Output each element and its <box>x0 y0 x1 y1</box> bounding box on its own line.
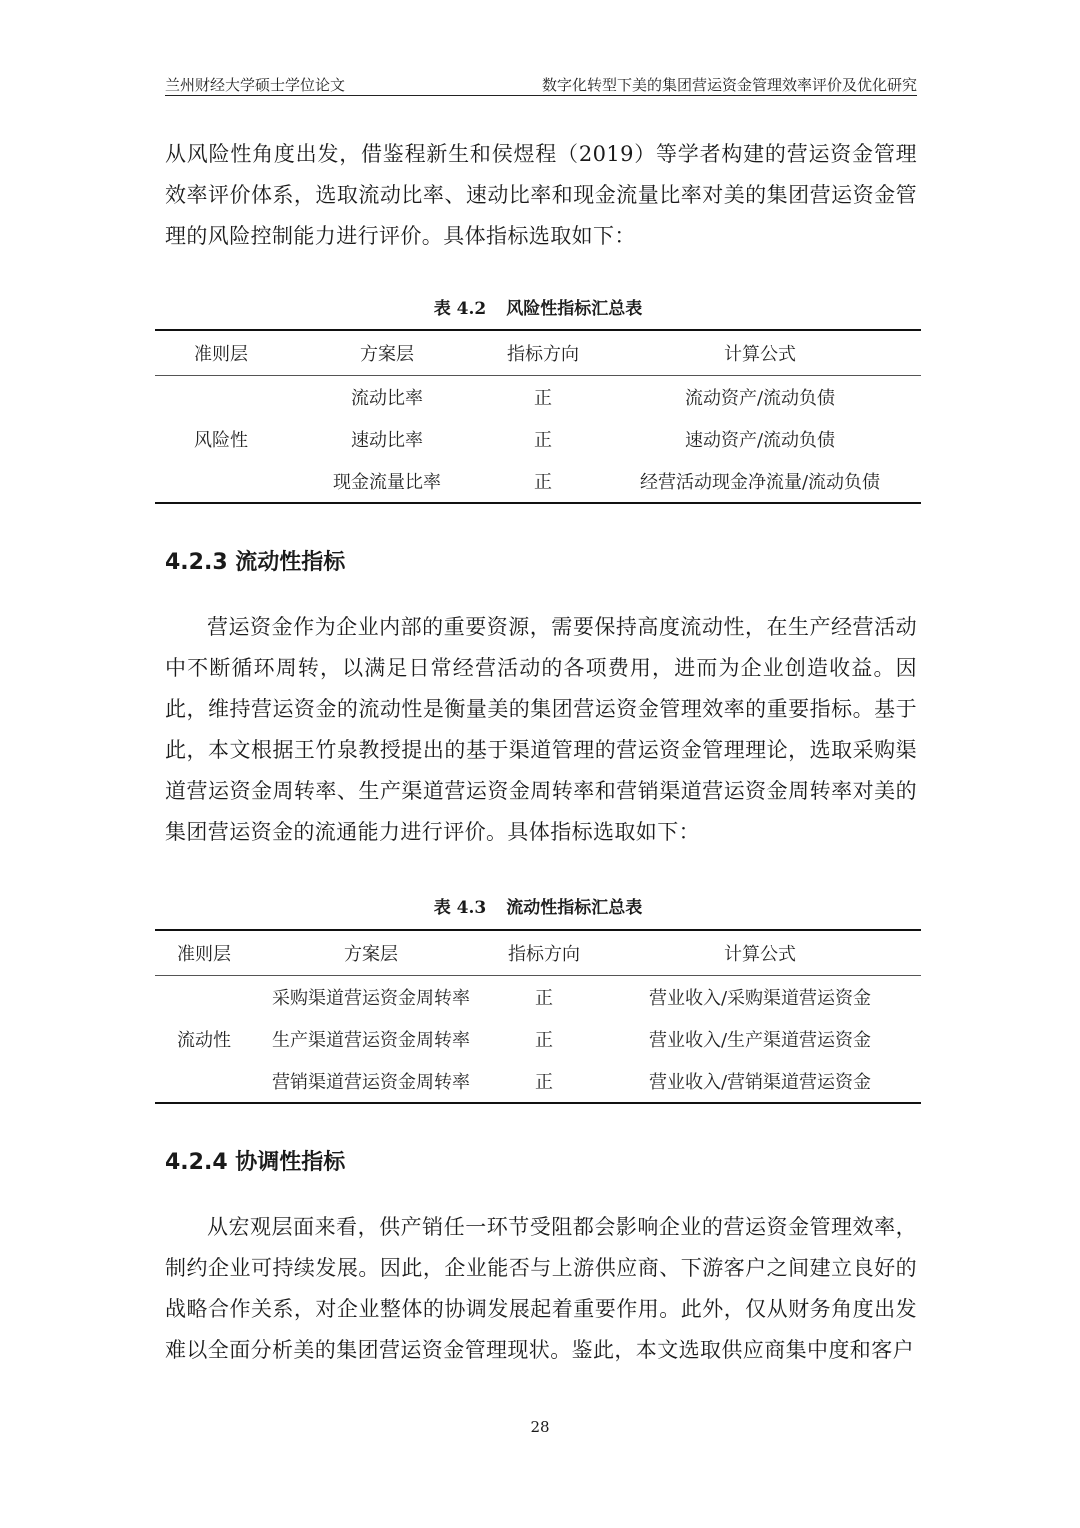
criterion-cell: 风险性 <box>155 376 287 504</box>
formula-cell: 速动资产/流动负债 <box>684 430 836 451</box>
direction-cell: 正 <box>534 430 552 451</box>
section-heading-4-2-4: 4.2.4 协调性指标 <box>165 1150 346 1175</box>
table-4-3-caption <box>155 897 921 919</box>
column-header-scheme: 方案层 <box>253 930 489 976</box>
column-header-direction: 指标方向 <box>487 330 599 376</box>
column-header-criterion: 准则层 <box>155 330 287 376</box>
scheme-cell: 速动比率 <box>351 430 423 451</box>
column-header-formula: 计算公式 <box>599 930 921 976</box>
header-university: 兰州财经大学硕士学位论文 <box>165 76 346 94</box>
table-row <box>155 1018 921 1060</box>
direction-cell: 正 <box>534 388 552 409</box>
intro-paragraph: 从风险性角度出发，借鉴程新生和侯煜程（2019）等学者构建的营运资金管理效率评价体系，选取流动比率、速动比率和现金流量比率对美的集团营运资金管理的风险控制能力进行评价。具体指标选取如下： <box>165 142 917 248</box>
section-heading-4-2-3: 4.2.3 流动性指标 <box>165 550 346 575</box>
formula-cell: 经营活动现金净流量/流动负债 <box>599 460 921 503</box>
table-row <box>155 976 921 1019</box>
formula-cell: 流动资产/流动负债 <box>684 388 836 409</box>
table-4-2-number: 表 4.2 <box>433 299 487 319</box>
risk-indicator-table <box>155 329 921 504</box>
formula-cell: 营业收入/采购渠道营运资金 <box>648 988 872 1009</box>
table-4-3-title: 流动性指标汇总表 <box>506 898 643 918</box>
criterion-cell: 流动性 <box>155 976 253 1104</box>
column-header-scheme: 方案层 <box>287 330 487 376</box>
table-4-2-caption <box>155 298 921 320</box>
formula-cell: 营业收入/生产渠道营运资金 <box>648 1030 872 1051</box>
scheme-cell: 采购渠道营运资金周转率 <box>272 988 470 1009</box>
table-row <box>155 1060 921 1103</box>
table-header-row <box>155 930 921 976</box>
page-header <box>165 76 917 96</box>
scheme-cell: 流动比率 <box>351 388 423 409</box>
table-4-2-title: 风险性指标汇总表 <box>506 299 643 319</box>
table-header-row <box>155 330 921 376</box>
direction-cell: 正 <box>535 1030 553 1051</box>
page-number: 28 <box>530 1418 550 1436</box>
liquidity-indicator-table <box>155 929 921 1104</box>
scheme-cell: 现金流量比率 <box>287 460 487 503</box>
header-thesis-title: 数字化转型下美的集团营运资金管理效率评价及优化研究 <box>541 76 917 94</box>
column-header-direction: 指标方向 <box>489 930 599 976</box>
liquidity-paragraph: 营运资金作为企业内部的重要资源，需要保持高度流动性，在生产经营活动中不断循环周转，以满足日常经营活动的各项费用，进而为企业创造收益。因此，维持营运资金的流动性是衡量美的集团营运资金管理效率的重要指标。基于此，本文根据王竹泉教授提出的基于渠道管理的营运资金管理理论，选取采购渠道营运资金周转率、生产渠道营运资金周转率和营销渠道营运资金周转率对美的集团营运资金的流通能力进行评价。具体指标选取如下： <box>165 615 917 844</box>
table-4-3-number: 表 4.3 <box>433 898 487 918</box>
table-row <box>155 376 921 419</box>
column-header-criterion: 准则层 <box>155 930 253 976</box>
coordination-paragraph: 从宏观层面来看，供产销任一环节受阻都会影响企业的营运资金管理效率，制约企业可持续发展。因此，企业能否与上游供应商、下游客户之间建立良好的战略合作关系，对企业整体的协调发展起着重要作用。此外，仅从财务角度出发难以全面分析美的集团营运资金管理现状。鉴此，本文选取供应商集中度和客户 <box>165 1215 917 1362</box>
column-header-formula: 计算公式 <box>599 330 921 376</box>
direction-cell: 正 <box>535 988 553 1009</box>
direction-cell: 正 <box>489 1060 599 1103</box>
scheme-cell: 营销渠道营运资金周转率 <box>253 1060 489 1103</box>
direction-cell: 正 <box>487 460 599 503</box>
formula-cell: 营业收入/营销渠道营运资金 <box>599 1060 921 1103</box>
scheme-cell: 生产渠道营运资金周转率 <box>272 1030 470 1051</box>
